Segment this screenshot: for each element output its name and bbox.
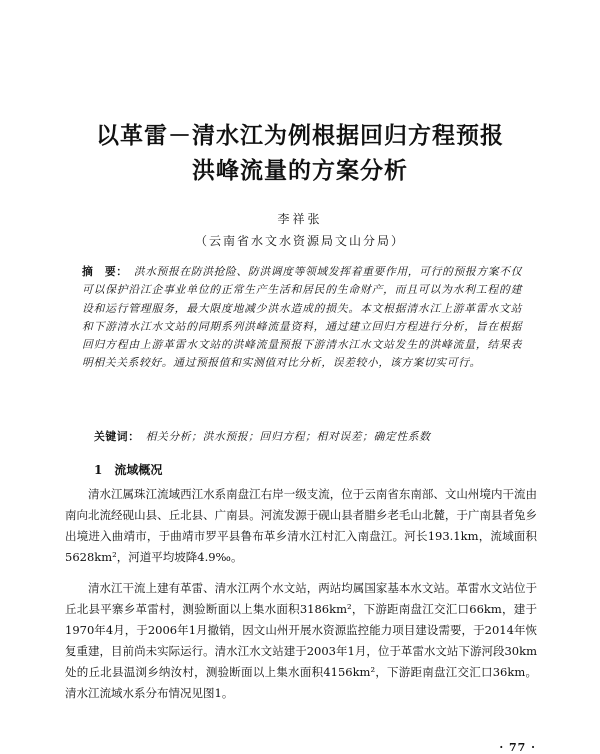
author-affiliation: （云南省水文水资源局文山分局）: [194, 234, 405, 248]
title-line-2: 洪峰流量的方案分析: [192, 157, 408, 184]
keywords-label: 关键词：: [94, 430, 140, 443]
page-number: · 77 ·: [499, 741, 536, 754]
section-title: 流域概况: [114, 463, 163, 477]
title-line-1: 以革雷－清水江为例根据回归方程预报: [96, 122, 504, 149]
abstract: [82, 263, 522, 373]
paper-title: [60, 118, 540, 188]
keywords-text: 相关分析；洪水预报；回归方程；相对误差；确定性系数: [145, 430, 431, 443]
keywords: [94, 429, 524, 444]
body-paragraph-1: 清水江属珠江流域西江水系南盘江右岸一级支流，位于云南省东南部、文山州境内干流由南向北流经砚山县、丘北县、广南县。河流发源于砚山县者腊乡老毛山北麓，于广南县者兔乡出境进入曲靖市，于曲靖市罗平县鲁布革乡清水江村汇入南盘江。河长193.1km，流域面积5628km²，河道平均坡降4.9‰。: [65, 487, 537, 564]
section-heading: [94, 461, 162, 478]
abstract-label: 摘 要：: [82, 265, 128, 278]
section-number: 1: [94, 463, 103, 477]
author-name: 李祥张: [277, 212, 323, 226]
body-paragraph-2: 清水江干流上建有革雷、清水江两个水文站，两站均属国家基本水文站。革雷水文站位于丘北县平寨乡革雷村，测验断面以上集水面积3186km²，下游距南盘江交汇口66km，建于1970年4月，于2006年1月撤销，因文山州开展水资源监控能力项目建设需要，于2014年恢复重建，目前尚未实际运行。清水江水文站建于2003年1月，位于革雷水文站下游河段30km处的丘北县温浏乡纳汝村，测验断面以上集水面积4156km²，下游距南盘江交汇口36km。清水江流域水系分布情况见图1。: [65, 581, 537, 700]
abstract-text: 洪水预报在防洪抢险、防洪调度等领域发挥着重要作用，可行的预报方案不仅可以保护沿江企事业单位的正常生产生活和居民的生命财产，而且可以为水利工程的建设和运行管理服务，最大限度地减少洪水造成的损失。本文根据清水江上游革雷水文站和下游清水江水文站的同期系列洪峰流量资料，通过建立回归方程进行分析，旨在根据回归方程由上游革雷水文站的洪峰流量预报下游清水江水文站发生的洪峰流量，结果表明相关关系较好。通过预报值和实测值对比分析，误差较小，该方案切实可行。: [82, 265, 522, 370]
